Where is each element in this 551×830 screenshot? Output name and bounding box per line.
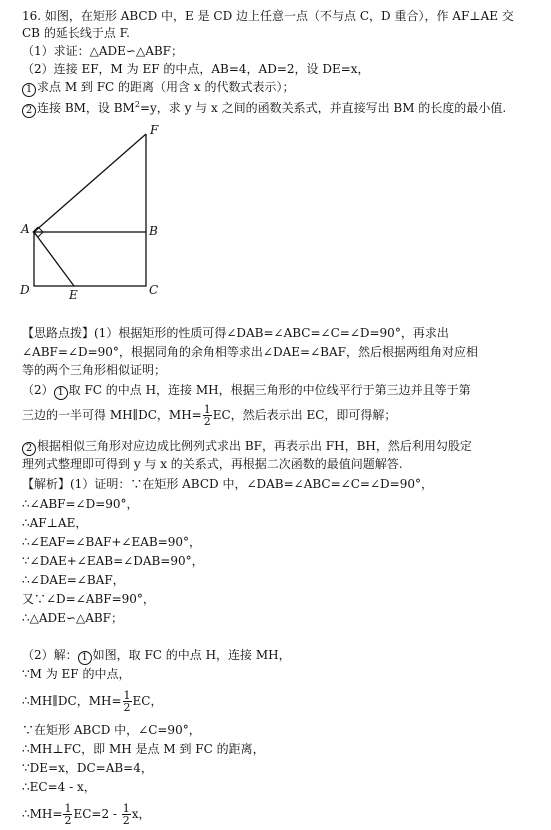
- segment-AF: [34, 134, 146, 232]
- label-E: E: [69, 288, 78, 302]
- label-C: C: [149, 283, 159, 297]
- solution1-line-2: ∴∠ABF=∠D=90°，: [22, 497, 139, 511]
- solution1-line-3: ∴AF⊥AE，: [22, 516, 88, 530]
- problem-sub-2-text-a: 连接 BM，设 BM: [37, 101, 135, 115]
- label-B: B: [149, 224, 158, 238]
- analysis-line-4-b: 取 FC 的中点 H，连接 MH，根据三角形的中位线平行于第三边并且等于第: [68, 383, 471, 397]
- denominator: 2: [203, 415, 211, 428]
- superscript: 2: [134, 100, 140, 109]
- denominator: 2: [64, 814, 72, 827]
- fraction-one-half: [122, 803, 131, 826]
- circled-number: 2: [22, 104, 36, 118]
- solution1-line-7: 又∵∠D=∠ABF=90°，: [22, 592, 155, 606]
- solution2-line-6: ∵DE=x，DC=AB=4，: [22, 761, 153, 775]
- label-F: F: [150, 123, 159, 137]
- solution2-line-8-b: EC=2 -: [73, 807, 121, 821]
- numerator: 1: [122, 802, 130, 815]
- problem-sub-1-text: 求点 M 到 FC 的距离（用含 x 的代数式表示）；: [37, 80, 295, 94]
- solution2-line-5: ∴MH⊥FC，即 MH 是点 M 到 FC 的距离，: [22, 742, 265, 756]
- solution2-line-1-a: （2）解：: [22, 648, 78, 662]
- analysis-line-1: 【思路点拨】(1）根据矩形的性质可得∠DAB=∠ABC=∠C=∠D=90°，再求出: [22, 326, 449, 340]
- fraction-one-half: [63, 803, 72, 826]
- analysis-line-6-text: 根据相似三角形对应边成比例列式求出 BF，再表示出 FH，BH，然后利用勾股定: [37, 439, 472, 453]
- solution1-line-8: ∴△ADE∽△ABF；: [22, 611, 124, 625]
- analysis-line-5-b: EC，然后表示出 EC，即可得解；: [212, 408, 397, 422]
- solution2-line-1: [22, 648, 291, 665]
- numerator: 1: [203, 403, 211, 416]
- circled-number: 2: [22, 442, 36, 456]
- solution1-line-4: ∴∠EAF=∠BAF+∠EAB=90°，: [22, 535, 202, 549]
- solution2-line-3-a: ∴MH∥DC，MH=: [22, 694, 122, 708]
- problem-sub-1: [22, 80, 294, 97]
- solution1-line-5: ∵∠DAE+∠EAB=∠DAB=90°，: [22, 554, 204, 568]
- analysis-line-6: [22, 439, 472, 456]
- analysis-line-5-a: 三边的一半可得 MH∥DC，MH=: [22, 408, 202, 422]
- numerator: 1: [64, 802, 72, 815]
- solution2-line-4: ∵在矩形 ABCD 中，∠C=90°，: [22, 723, 201, 737]
- solution2-line-3-b: EC，: [132, 694, 163, 708]
- label-A: A: [21, 222, 30, 236]
- solution2-line-7: ∴EC=4 - x，: [22, 780, 96, 794]
- solution1-line-6: ∴∠DAE=∠BAF，: [22, 573, 125, 587]
- fraction-one-half: [203, 404, 212, 427]
- circled-number: 1: [54, 386, 68, 400]
- solution2-line-3: [22, 690, 163, 713]
- denominator: 2: [123, 701, 131, 714]
- analysis-line-5: [22, 404, 396, 427]
- analysis-line-2: ∠ABF=∠D=90°，根据同角的余角相等求出∠DAE=∠BAF，然后根据两组角对应相: [22, 345, 478, 359]
- analysis-line-4: [22, 383, 471, 400]
- circled-number: 1: [78, 651, 92, 665]
- rectangle-ABCD: [34, 232, 146, 286]
- solution2-line-1-b: 如图，取 FC 的中点 H，连接 MH，: [92, 648, 291, 662]
- problem-part-2: （2）连接 EF，M 为 EF 的中点，AB=4，AD=2，设 DE=x，: [22, 62, 370, 76]
- fraction-one-half: [123, 690, 132, 713]
- analysis-line-4-a: （2）: [22, 383, 54, 397]
- denominator: 2: [122, 814, 130, 827]
- numerator: 1: [123, 689, 131, 702]
- label-D: D: [20, 283, 30, 297]
- problem-sub-2-text-b: =y，求 y 与 x 之间的函数关系式，并直接写出 BM 的长度的最小值.: [139, 101, 507, 115]
- analysis-line-7: 理列式整理即可得到 y 与 x 的关系式，再根据二次函数的最值问题解答.: [22, 457, 403, 471]
- circled-number: 1: [22, 83, 36, 97]
- solution2-line-8-c: x，: [131, 807, 151, 821]
- solution2-line-2: ∵M 为 EF 的中点，: [22, 667, 131, 681]
- problem-line-2: CB 的延长线于点 F.: [22, 26, 130, 40]
- analysis-line-3: 等的两个三角形相似证明；: [22, 363, 167, 377]
- solution2-line-8: [22, 803, 151, 826]
- problem-line-1: 16. 如图，在矩形 ABCD 中，E 是 CD 边上任意一点（不与点 C，D 重合），作 AF⊥AE 交: [22, 9, 514, 23]
- solution2-line-8-a: ∴MH=: [22, 807, 63, 821]
- problem-part-1: （1）求证：△ADE∽△ABF；: [22, 44, 184, 58]
- segment-AE: [34, 232, 74, 286]
- solution1-line-1: 【解析】(1）证明：∵在矩形 ABCD 中，∠DAB=∠ABC=∠C=∠D=90°，: [22, 477, 433, 491]
- problem-sub-2: [22, 98, 506, 118]
- geometry-figure: [18, 122, 168, 302]
